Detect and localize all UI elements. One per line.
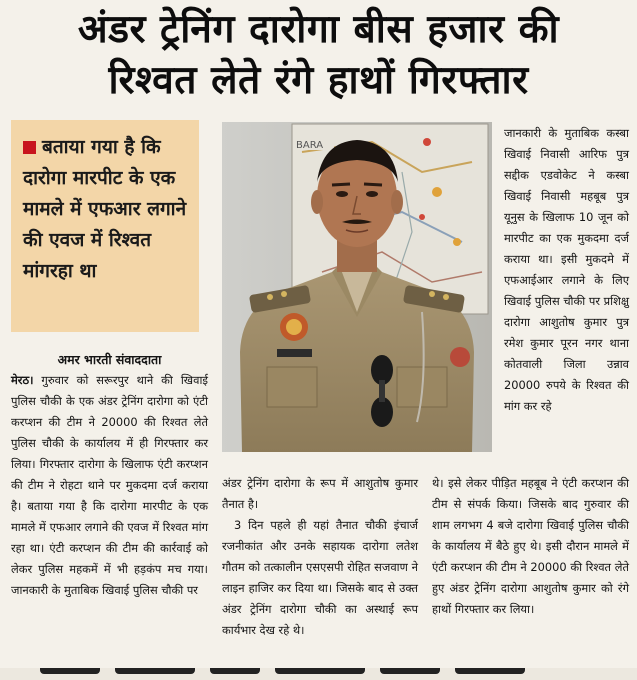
- article-body-col1: गुरुवार को सरूरपुर थाने की खिवाई पुलिस चौकी के एक अंडर ट्रेनिंग दारोगा को एंटी करप्शन की टीम ने 20000 की रिश्वत लेते पुलिस चौकी के कार्यालय में ही गिरफ्तार कर लिया। गिरफ्तार दारोगा के खिलाफ एंटी करप्शन की टीम ने रोहटा थाने पर मुकदमा दर्ज कराया है। बताया गया है कि दारोगा मारपीट के एक मामले में एफआर लगाने की एवज में रिश्वत मांग रहा था। एंटी करप्शन की टीम की कार्रवाई को लेकर पुलिस महकमें में भी हड़कंप मच गया। जानकारी के मुताबिक खिवाई पुलिस चौकी पर: [11, 373, 208, 597]
- map-label: BARA: [296, 140, 324, 151]
- dateline: मेरठ।: [11, 373, 34, 387]
- headline-line-1: अंडर ट्रेनिंग दारोगा बीस हजार की: [77, 7, 560, 52]
- article-column-4: [432, 473, 629, 620]
- byline: अमर भारती संवाददाता: [57, 352, 162, 367]
- officer-photo: [222, 122, 492, 452]
- headline-line-2: रिश्वत लेते रंगे हाथों गिरफ्तार: [108, 58, 529, 103]
- pull-quote-box: [11, 120, 199, 332]
- article-body-col2-para2: 3 दिन पहले ही यहां तैनात चौकी इंचार्ज रजनीकांत और उनके सहायक दारोगा लतेश गौतम को तत्कालीन एसएसपी रोहित सजवाण ने लाइन हाजिर कर दिया था। जिसके बाद से उक्त अंडर ट्रेनिंग दारोगा चौकी का अस्थाई रूप कार्यभार देख रहे थे।: [222, 518, 418, 637]
- article-column-3: [504, 123, 629, 417]
- pull-quote-text: बताया गया है कि दारोगा मारपीट के एक मामले में एफआर लगाने की एवज में रिश्वत मांगरहा था: [23, 136, 187, 282]
- article-column-1: [11, 349, 208, 601]
- bullet-square-icon: [23, 141, 36, 154]
- pull-quote: [23, 132, 191, 287]
- article-column-2: [222, 473, 418, 641]
- next-article-cutoff: [0, 668, 637, 680]
- article-body-col4: थे। इसे लेकर पीड़ित महबूब ने एंटी करप्शन की टीम से संपर्क किया। जिसके बाद गुरुवार की शाम लगभग 4 बजे दारोगा खिवाई पुलिस चौकी के कार्यालय में बैठे हुए थे। इसी दौरान मामले में एंटी करप्शन की टीम ने 20000 की रिश्वत लेते हुए अंडर ट्रेनिंग दारोगा आशुतोष कुमार को रंगे हाथों गिरफ्तार कर लिया।: [432, 476, 629, 616]
- headline: [0, 4, 637, 106]
- article-paragraph-1: [11, 370, 208, 601]
- article-body-col2: अंडर ट्रेनिंग दारोगा के रूप में आशुतोष कुमार तैनात है।: [222, 476, 418, 511]
- article-body-col3: जानकारी के मुताबिक कस्बा खिवाई निवासी आरिफ पुत्र सद्दीक एडवोकेट ने कस्बा खिवाई निवासी महबूब पुत्र यूनुस के खिलाफ 10 जून को मारपीट का एक मुकदमा दर्ज कराया था। इसी मुकदमे में एफआईआर लगाने के लिए खिवाई पुलिस चौकी पर प्रशिक्षु दारोगा आशुतोष कुमार पुत्र रमेश कुमार पूरन नगर थाना कोतवाली जिला उन्नाव 20000 रुपये के रिश्वत की मांग कर रहे: [504, 126, 629, 413]
- news-photo: [222, 122, 492, 452]
